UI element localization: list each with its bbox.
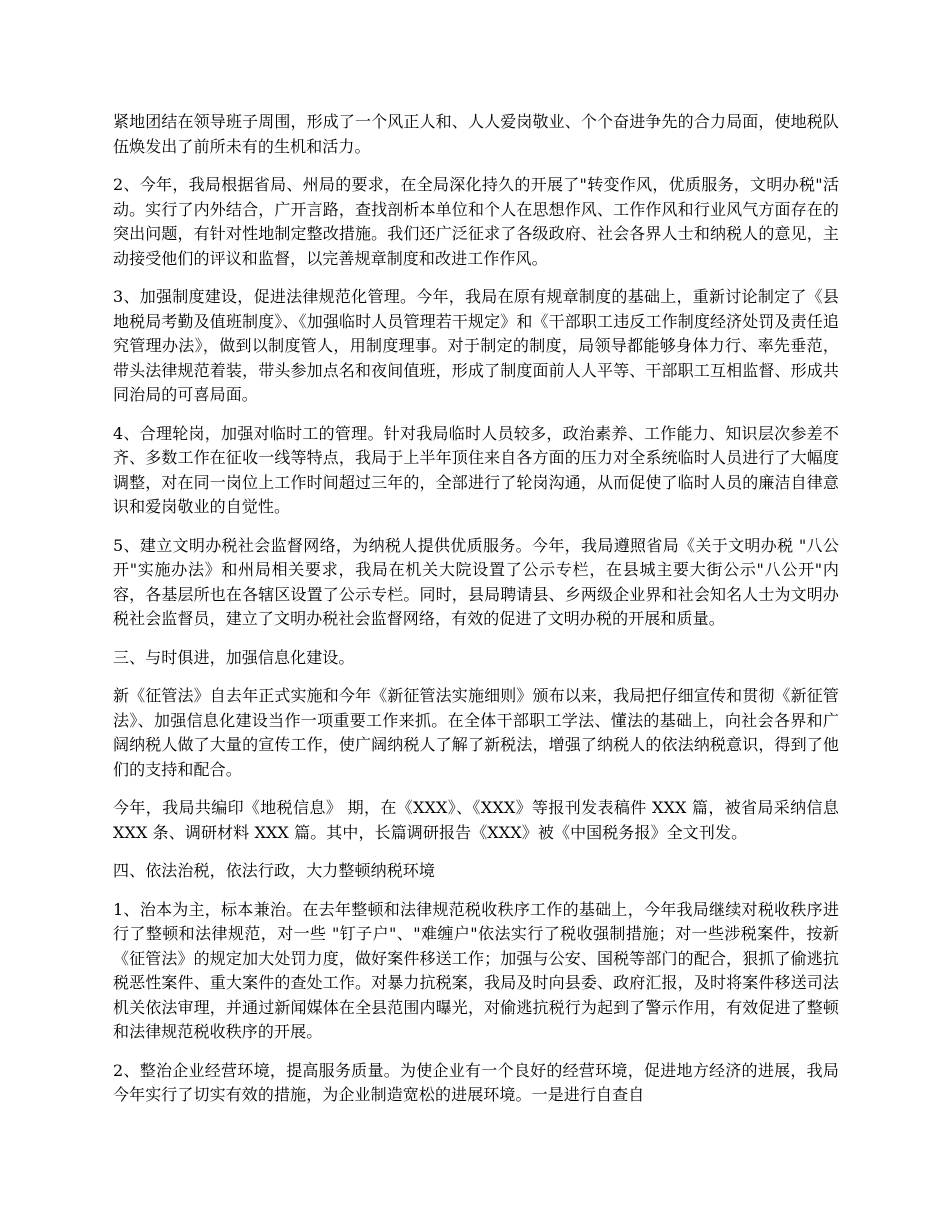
paragraph-job-rotation: 4、合理轮岗，加强对临时工的管理。针对我局临时人员较多，政治素养、工作能力、知识层次参差不齐、多数工作在征收一线等特点，我局于上半年顶住来自各方面的压力对全系统临时人员进行了大幅度调整，对在同一岗位上工作时间超过三年的，全部进行了轮岗沟通，从而促使了临时人员的廉洁自律意识和爱岗敬业的自觉性。 xyxy=(113,423,839,516)
document-page xyxy=(113,110,839,1122)
paragraph-system-building: 3、加强制度建设，促进法律规范化管理。今年，我局在原有规章制度的基础上，重新讨论制定了《县地税局考勤及值班制度》、《加强临时人员管理若干规定》和《干部职工违反工作制度经济处罚及责任追究管理办法》，做到以制度管人，用制度理事。对于制定的制度，局领导都能够身体力行、率先垂范，带头法律规范着装，带头参加点名和夜间值班，形成了制度面前人人平等、干部职工互相监督、形成共同治局的可喜局面。 xyxy=(113,287,839,404)
paragraph-business-environment: 2、整治企业经营环境，提高服务质量。为使企业有一个良好的经营环境，促进地方经济的进展，我局今年实行了切实有效的措施，为企业制造宽松的进展环境。一是进行自查自 xyxy=(113,1060,839,1104)
paragraph-publications: 今年，我局共编印《地税信息》 期，在《XXX》、《XXX》等报刊发表稿件 XXX 篇，被省局采纳信息 XXX 条、调研材料 XXX 篇。其中，长篇调研报告《XXX》被《中国税务报》全文刊发。 xyxy=(113,798,839,842)
section-heading-informatization: 三、与时俱进，加强信息化建设。 xyxy=(113,647,355,667)
paragraph-team-unity: 紧地团结在领导班子周围，形成了一个风正人和、人人爱岗敬业、个个奋进争先的合力局面，使地税队伍焕发出了前所未有的生机和活力。 xyxy=(113,112,839,156)
paragraph-tax-order: 1、治本为主，标本兼治。在去年整顿和法律规范税收秩序工作的基础上，今年我局继续对税收秩序进行了整顿和法律规范，对一些 "钉子户"、"难缠户"依法实行了税收强制措施；对一些涉税案件，按新《征管法》的规定加大处罚力度，做好案件移送工作；加强与公安、国税等部门的配合，狠抓了偷逃抗税恶性案件、重大案件的查处工作。对暴力抗税案，我局及时向县委、政府汇报，及时将案件移送司法机关依法审理，并通过新闻媒体在全县范围内曝光，对偷逃抗税行为起到了警示作用，有效促进了整顿和法律规范税收秩序的开展。 xyxy=(113,899,839,1041)
section-heading-rule-of-law: 四、依法治税，依法行政，大力整顿纳税环境 xyxy=(113,861,436,880)
paragraph-style-campaign: 2、今年，我局根据省局、州局的要求，在全局深化持久的开展了"转变作风，优质服务，文明办税"活动。实行了内外结合，广开言路，查找剖析本单位和个人在思想作风、工作作风和行业风气方面存在的突出问题，有针对性地制定整改措施。我们还广泛征求了各级政府、社会各界人士和纳税人的意见，主动接受他们的评议和监督，以完善规章制度和改进工作作风。 xyxy=(113,175,839,268)
paragraph-law-publicity: 新《征管法》自去年正式实施和今年《新征管法实施细则》颁布以来，我局把仔细宣传和贯彻《新征管法》、加强信息化建设当作一项重要工作来抓。在全体干部职工学法、懂法的基础上，向社会各界和广阔纳税人做了大量的宣传工作，使广阔纳税人了解了新税法，增强了纳税人的依法纳税意识，得到了他们的支持和配合。 xyxy=(113,686,839,779)
paragraph-supervision-network: 5、建立文明办税社会监督网络，为纳税人提供优质服务。今年，我局遵照省局《关于文明办税 "八公开"实施办法》和州局相关要求，我局在机关大院设置了公示专栏，在县城主要大街公示"八公开"内容，各基层所也在各辖区设置了公示专栏。同时，县局聘请县、乡两级企业界和社会知名人士为文明办税社会监督员，建立了文明办税社会监督网络，有效的促进了文明办税的开展和质量。 xyxy=(113,535,839,628)
